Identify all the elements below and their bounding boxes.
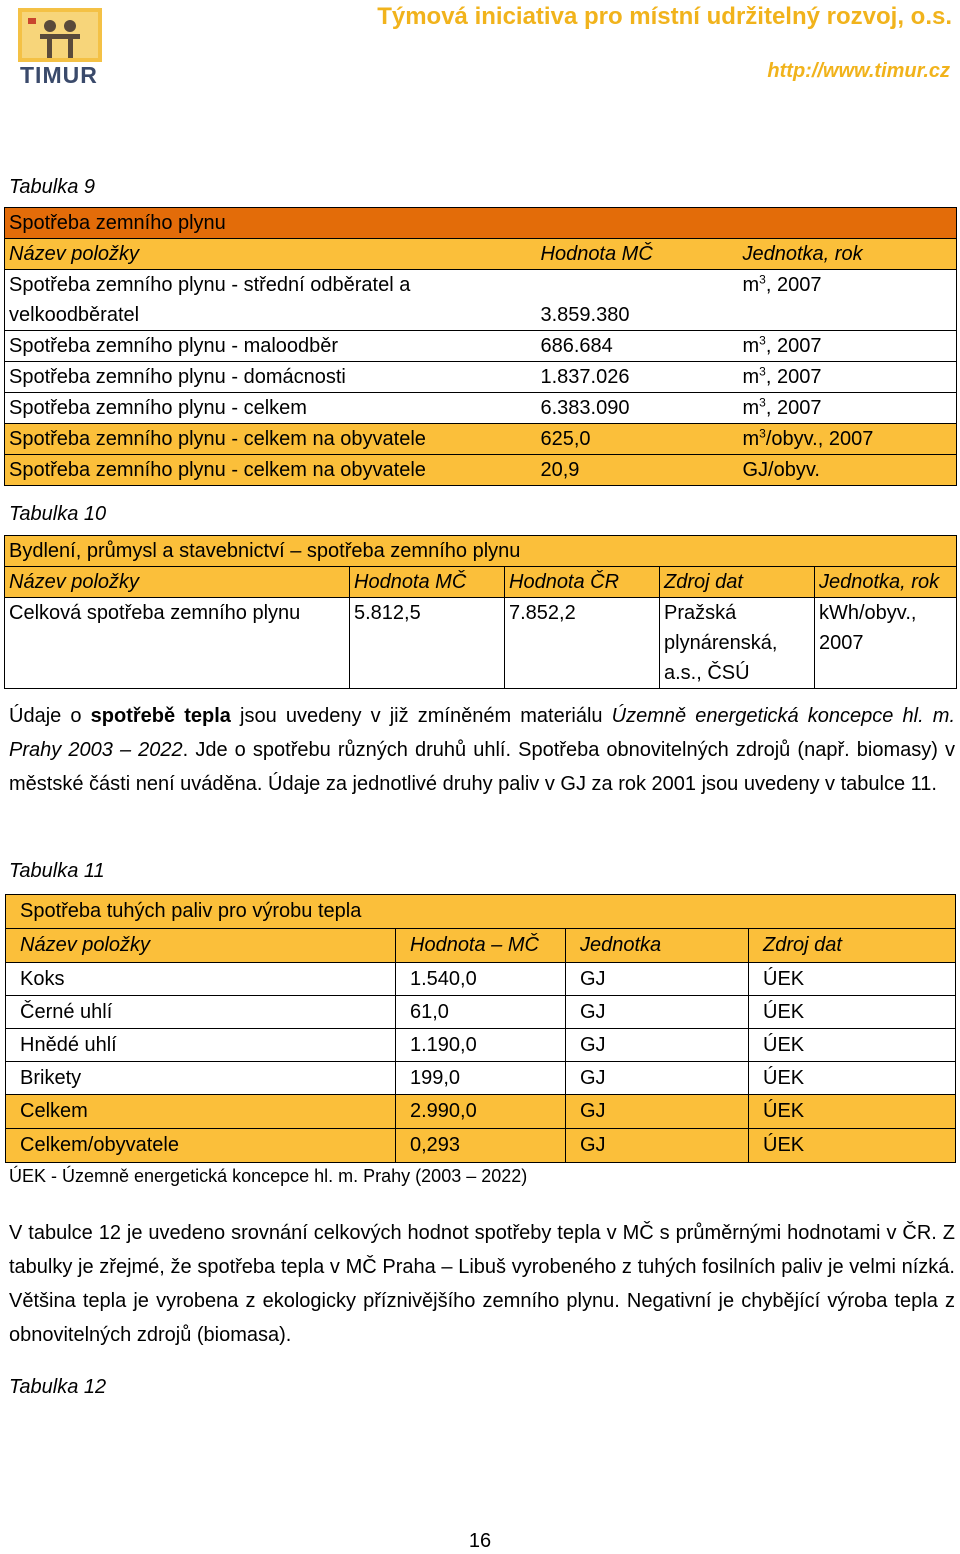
row-value: 1.540,0 bbox=[396, 963, 566, 996]
row-unit: GJ bbox=[566, 1095, 749, 1129]
table12-caption: Tabulka 12 bbox=[9, 1376, 107, 1398]
row-value: 0,293 bbox=[396, 1129, 566, 1163]
table-row bbox=[5, 598, 957, 689]
table-row bbox=[6, 1129, 956, 1163]
table-row bbox=[6, 1029, 956, 1062]
table11-header-unit: Jednotka bbox=[566, 929, 749, 963]
table-row bbox=[6, 963, 956, 996]
row-value: 2.990,0 bbox=[396, 1095, 566, 1129]
table9-header-value: Hodnota MČ bbox=[537, 239, 739, 270]
table11-note: ÚEK - Územně energetická koncepce hl. m. Prahy (2003 – 2022) bbox=[9, 1166, 528, 1186]
table9-header-unit: Jednotka, rok bbox=[739, 239, 957, 270]
table-row bbox=[6, 1095, 956, 1129]
table-row bbox=[5, 362, 957, 393]
row-name: Spotřeba zemního plynu - celkem bbox=[5, 393, 537, 424]
row-unit: GJ bbox=[566, 1129, 749, 1163]
row-value: 686.684 bbox=[537, 331, 739, 362]
row-name-cont: velkoodběratel bbox=[9, 304, 140, 326]
row-value: 20,9 bbox=[537, 455, 739, 486]
row-value: 1.190,0 bbox=[396, 1029, 566, 1062]
table11-header-source: Zdroj dat bbox=[749, 929, 956, 963]
row-source: ÚEK bbox=[749, 963, 956, 996]
row-value: 625,0 bbox=[537, 424, 739, 455]
paragraph-heat-consumption: Údaje o spotřebě tepla jsou uvedeny v již zmíněném materiálu Územně energetická koncepce hl. m. Prahy 2003 – 2022. Jde o spotřebu různých druhů uhlí. Spotřeba obnovitelných zdrojů (např. biomasy) v městské části není uváděna. Údaje za jednotlivé druhy paliv v GJ za rok 2001 jsou uvedeny v tabulce 11. bbox=[9, 705, 955, 795]
table10-header-row bbox=[5, 567, 957, 598]
table10-header-source: Zdroj dat bbox=[660, 567, 815, 598]
table-row bbox=[5, 393, 957, 424]
row-value-cr: 7.852,2 bbox=[505, 598, 660, 689]
row-value: 199,0 bbox=[396, 1062, 566, 1095]
row-unit: $m^3$, 2007 bbox=[739, 362, 957, 393]
table9-header-name: Název položky bbox=[5, 239, 537, 270]
row-name: Celkem/obyvatele bbox=[6, 1129, 396, 1163]
row-unit: GJ bbox=[566, 1029, 749, 1062]
row-name: Brikety bbox=[6, 1062, 396, 1095]
table10 bbox=[4, 535, 957, 689]
table11-header-row bbox=[6, 929, 956, 963]
table11-header-name: Název položky bbox=[6, 929, 396, 963]
table-row bbox=[5, 331, 957, 362]
table10-caption: Tabulka 10 bbox=[9, 503, 107, 525]
row-source: ÚEK bbox=[749, 1129, 956, 1163]
organization-name: Týmová iniciativa pro místní udržitelný rozvoj, o.s. bbox=[377, 3, 952, 30]
row-source: ÚEK bbox=[749, 1062, 956, 1095]
table-row bbox=[5, 424, 957, 455]
row-value: 1.837.026 bbox=[537, 362, 739, 393]
row-value: 3.859.380 bbox=[537, 270, 739, 331]
row-unit: kWh/obyv., 2007 bbox=[815, 598, 957, 689]
row-name: Černé uhlí bbox=[6, 996, 396, 1029]
row-value-mc: 5.812,5 bbox=[350, 598, 505, 689]
table11-title-row bbox=[6, 895, 956, 929]
row-unit: $m^3$, 2007 bbox=[739, 331, 957, 362]
row-unit: $m^3$/obyv., 2007 bbox=[739, 424, 957, 455]
table10-title: Bydlení, průmysl a stavebnictví – spotřeba zemního plynu bbox=[5, 536, 957, 567]
row-name: Celkem bbox=[6, 1095, 396, 1129]
row-unit: GJ bbox=[566, 996, 749, 1029]
table10-title-row bbox=[5, 536, 957, 567]
table11-caption: Tabulka 11 bbox=[9, 860, 105, 882]
table11-header-value: Hodnota – MČ bbox=[396, 929, 566, 963]
page-number: 16 bbox=[468, 1530, 492, 1552]
row-name: Koks bbox=[6, 963, 396, 996]
table10-header-name: Název položky bbox=[5, 567, 350, 598]
row-unit: GJ/obyv. bbox=[739, 455, 957, 486]
table11 bbox=[5, 894, 956, 1163]
row-value: 61,0 bbox=[396, 996, 566, 1029]
table10-header-unit: Jednotka, rok bbox=[815, 567, 957, 598]
table9-title: Spotřeba zemního plynu bbox=[5, 208, 957, 239]
row-unit: GJ bbox=[566, 1062, 749, 1095]
row-unit: $m^3$, 2007 bbox=[739, 393, 957, 424]
row-source: ÚEK bbox=[749, 1095, 956, 1129]
row-name: Spotřeba zemního plynu - celkem na obyvatele bbox=[5, 455, 537, 486]
table11-title: Spotřeba tuhých paliv pro výrobu tepla bbox=[6, 895, 956, 929]
table10-header-cr: Hodnota ČR bbox=[505, 567, 660, 598]
table9 bbox=[4, 207, 957, 486]
logo-text: TIMUR bbox=[20, 62, 98, 88]
table-row bbox=[5, 455, 957, 486]
paragraph-comparison: V tabulce 12 je uvedeno srovnání celkových hodnot spotřeby tepla v MČ s průměrnými hodnotami v ČR. Z tabulky je zřejmé, že spotřeba tepla v MČ Praha – Libuš vyrobeného z tuhých fosilních paliv je velmi nízká. Většina tepla je vyrobena z ekologicky příznivějšího zemního plynu. Negativní je chybějící výroba tepla z obnovitelných zdrojů (biomasa). bbox=[9, 1222, 955, 1346]
row-source: ÚEK bbox=[749, 1029, 956, 1062]
row-name: Spotřeba zemního plynu - střední odběratel a bbox=[9, 274, 411, 296]
row-name: Celková spotřeba zemního plynu bbox=[5, 598, 350, 689]
table-row bbox=[6, 996, 956, 1029]
row-unit: $m^3$, 2007 bbox=[739, 270, 957, 331]
row-name: Spotřeba zemního plynu - maloodběr bbox=[5, 331, 537, 362]
table10-header-mc: Hodnota MČ bbox=[350, 567, 505, 598]
row-name: Spotřeba zemního plynu - domácnosti bbox=[5, 362, 537, 393]
table9-title-row bbox=[5, 208, 957, 239]
row-value: 6.383.090 bbox=[537, 393, 739, 424]
table-row bbox=[5, 270, 957, 331]
row-source: ÚEK bbox=[749, 996, 956, 1029]
website-link[interactable]: http://www.timur.cz bbox=[767, 60, 950, 82]
row-source: Pražská plynárenská, a.s., ČSÚ bbox=[660, 598, 815, 689]
table9-caption: Tabulka 9 bbox=[9, 176, 95, 198]
row-name: Hnědé uhlí bbox=[6, 1029, 396, 1062]
row-unit: GJ bbox=[566, 963, 749, 996]
table-row bbox=[6, 1062, 956, 1095]
table9-header-row bbox=[5, 239, 957, 270]
row-name: Spotřeba zemního plynu - celkem na obyvatele bbox=[5, 424, 537, 455]
